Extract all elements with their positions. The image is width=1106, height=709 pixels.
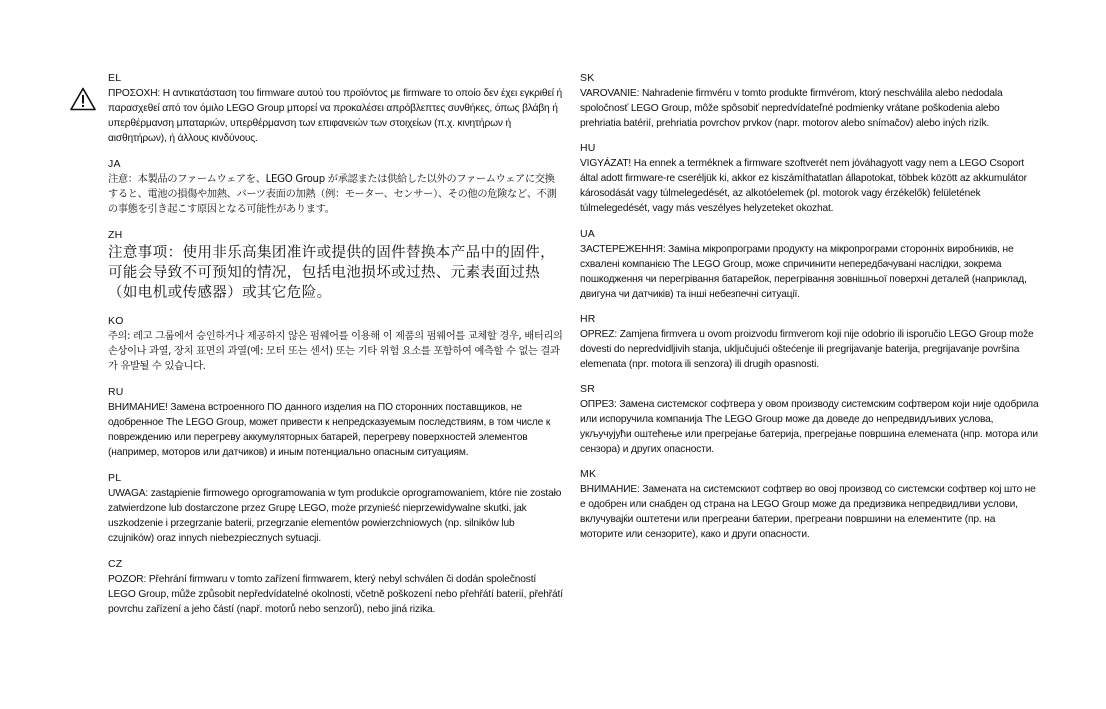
warning-section-ja: [108, 158, 563, 217]
warning-section-mk: [580, 468, 1040, 542]
language-code: HR: [580, 313, 596, 325]
warning-text: ВНИМАНИЕ! Замена встроенного ПО данного изделия на ПО сторонних поставщиков, не одобренное The LEGO Group, может привести к непредсказуемым последствиям, в том числе к повреждению или перегреву аккумуляторных батарей, перегреву поверхностей элементов (например, моторов или датчиков) и иным потенциально опасным ситуациям.: [108, 402, 551, 458]
language-code: HU: [580, 142, 596, 154]
language-code: RU: [108, 386, 124, 398]
language-code: UA: [580, 228, 595, 240]
warning-text: POZOR: Přehrání firmwaru v tomto zařízení firmwarem, který nebyl schválen či dodán společností LEGO Group, může způsobit nepředvídatelné okolnosti, včetně poškození nebo přehřátí baterií, přehřátí povrchu zařízení a jeho částí (např. motorů nebo senzorů), nebo jiná rizika.: [108, 574, 563, 615]
warning-section-ua: [580, 228, 1040, 302]
warning-text: UWAGA: zastąpienie firmowego oprogramowania w tym produkcie oprogramowaniem, które nie zostało zatwierdzone lub dostarczone przez Grupę LEGO, może przynieść nieprzewidywalne skutki, jak uszkodzenie i przegrzanie baterii, przegrzanie elementów powierzchniowych (np. silników lub czujników) oraz innych niebezpiecznych sytuacji.: [108, 488, 562, 544]
warning-section-sk: [580, 72, 1040, 131]
warning-triangle-icon: [70, 87, 96, 111]
warning-text: ВНИМАНИЕ: Замената на системскиот софтвер во овој производ со системски софтвер кој што не е одобрен или снабден од страна на LEGO Group може да предизвика непредвидливи услови, вклучувајќи оштетени или прегреани батерии, прегреани површини на елементите (пр. на моторите или сензорите), како и други опасности.: [580, 484, 1036, 540]
warning-text: 注意：本製品のファームウェアを、LEGO Group が承認または供給した以外のファームウェアに交換すると、電池の損傷や加熱、パーツ表面の加熱（例：モーター、センサー）、その他の危険など、不測の事態を引き起こす原因となる可能性があります。: [108, 174, 557, 215]
language-code: ZH: [108, 229, 123, 241]
warning-text: VIGYÁZAT! Ha ennek a terméknek a firmware szoftverét nem jóváhagyott vagy nem a LEGO Csoport által adott firmware-re cseréljük ki, akkor ez kiszámíthatatlan állapotokat, többek között az akkumulátor károsodását vagy túlmelegedését, az alkotóelemek (pl. motorok vagy érzékelők) felületének túlmelegedését, vagy más veszélyes helyzeteket okozhat.: [580, 158, 1027, 214]
warning-text: 주의: 레고 그룹에서 승인하거나 제공하지 않은 펌웨어를 이용해 이 제품의 펌웨어를 교체할 경우, 배터리의 손상이나 과열, 장치 표면의 과열(예: 모터 또는 센서) 또는 기타 위험 요소를 포함하여 예측할 수 없는 결과가 유발될 수 있습니다.: [108, 331, 563, 372]
warning-section-pl: [108, 472, 563, 546]
warning-text: OPREZ: Zamjena firmvera u ovom proizvodu firmverom koji nije odobrio ili isporučio LEGO Group može dovesti do nepredvidljivih stanja, uključujući oštećenje ili pregrijavanje baterija, pregrijavanje površina elemenata (npr. motora ili senzora) ili drugih opasnosti.: [580, 329, 1034, 370]
warning-text: ОПРЕЗ: Замена системског софтвера у овом производу системским софтвером који није одобрила или испоручила компанија The LEGO Group може да доведе до непредвидљивих услова, укључујући оштећење или прегрејање батерија, прегрејање површина елемената (нпр. мотора или сензора) и других опасности.: [580, 399, 1039, 455]
language-code: SR: [580, 383, 595, 395]
language-code: SK: [580, 72, 595, 84]
left-column: [108, 72, 563, 629]
warning-section-ko: [108, 315, 563, 374]
language-code: KO: [108, 315, 124, 327]
language-code: MK: [580, 468, 597, 480]
warning-section-ru: [108, 386, 563, 460]
warning-text: 注意事项：使用非乐高集团准许或提供的固件替换本产品中的固件，可能会导致不可预知的情况，包括电池损坏或过热、元素表面过热（如电机或传感器）或其它危险。: [108, 245, 555, 301]
right-column: [580, 72, 1040, 553]
warning-section-el: [108, 72, 563, 146]
language-code: EL: [108, 72, 122, 84]
language-code: CZ: [108, 558, 123, 570]
warning-text: ЗАСТЕРЕЖЕННЯ: Заміна мікропрограми продукту на мікропрограми сторонніх виробників, не схвалені компанією The LEGO Group, може спричинити непередбачувані наслідки, зокрема пошкодження чи перегрівання батарейок, перегрівання зовнішньої поверхні деталей (наприклад, двигуна чи датчиків) та інші небезпечні ситуації.: [580, 244, 1027, 300]
warning-section-sr: [580, 383, 1040, 457]
warning-section-zh: [108, 229, 563, 303]
warning-section-hr: [580, 313, 1040, 372]
warning-section-hu: [580, 142, 1040, 216]
language-code: JA: [108, 158, 121, 170]
warning-text: ΠΡΟΣΟΧΗ: Η αντικατάσταση του firmware αυτού του προϊόντος με firmware το οποίο δεν έχει εγκριθεί ή παρασχεθεί από τον όμιλο LEGO Group μπορεί να προκαλέσει απρόβλεπτες συνθήκες, όπως βλάβη ή υπερθέρμανση μπαταριών, υπερθέρμανση των επιφανειών των στοιχείων (π.χ. κινητήρων ή αισθητήρων), ή άλλους κινδύνους.: [108, 88, 563, 144]
warning-section-cz: [108, 558, 563, 617]
warning-text: VAROVANIE: Nahradenie firmvéru v tomto produkte firmvérom, ktorý neschválila alebo nedodala spoločnosť LEGO Group, môže spôsobiť nepredvídateľné podmienky vrátane poškodenia alebo prehriatia batérií, prehriatia povrchov prvkov (napr. motorov alebo snímačov) alebo iných rizík.: [580, 88, 1003, 129]
language-code: PL: [108, 472, 122, 484]
